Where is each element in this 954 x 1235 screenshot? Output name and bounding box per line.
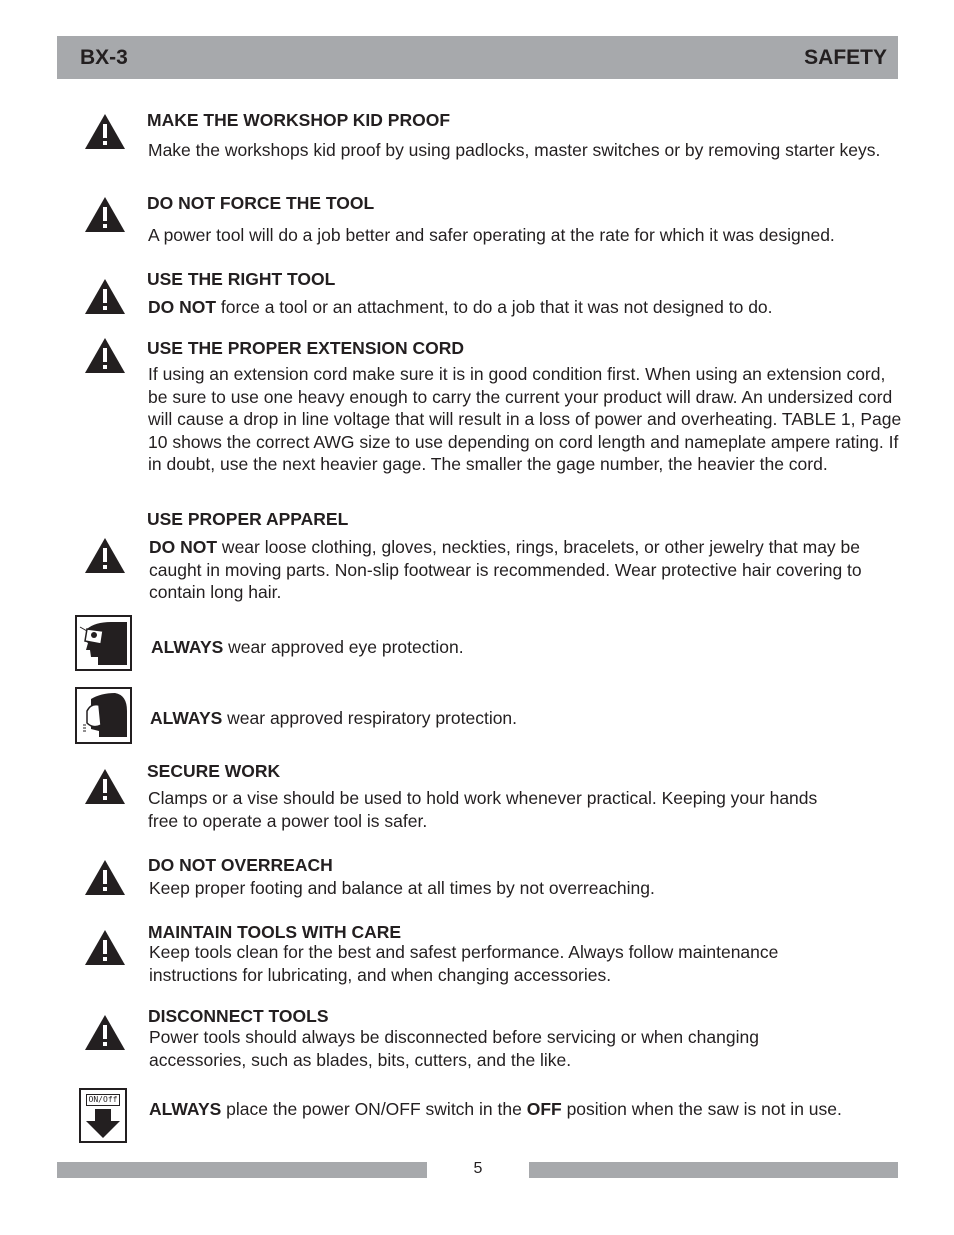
section-text-right-tool (148, 296, 908, 319)
section-title-apparel: USE PROPER APPAREL (147, 509, 349, 529)
footer-bar-left (57, 1162, 427, 1178)
section-text-extension-cord: If using an extension cord make sure it is in good condition first. When using an extension cord, be sure to use one heavy enough to carry the current your product will draw. An undersized cord will cause a drop in line voltage that will result in a loss of power and overheating. TABLE 1, Page 10 shows the correct AWG size to use depending on cord length and nameplate ampere rating. If in doubt, use the next heavier gage. The smaller the gage number, the heavier the cord. (148, 364, 902, 474)
text-fragment: wear loose clothing, gloves, neckties, rings, bracelets, or other jewelry that may be caught in moving parts. Non-slip footwear is recommended. Wear protective hair covering to contain long hair. (149, 537, 862, 602)
text-fragment: place the power ON/OFF switch in the (221, 1099, 527, 1119)
respirator-text (150, 707, 850, 730)
warning-triangle-icon (84, 196, 126, 234)
respirator-icon (75, 687, 132, 744)
section-text-kid-proof: Make the workshops kid proof by using padlocks, master switches or by removing starter keys. (148, 140, 881, 160)
section-text-force-tool: A power tool will do a job better and safer operating at the rate for which it was designed. (148, 225, 835, 245)
emphasis-do-not: DO NOT (149, 537, 218, 557)
text-fragment: position when the saw is not in use. (561, 1099, 842, 1119)
power-switch-off-icon (79, 1088, 127, 1143)
warning-triangle-icon (84, 537, 126, 575)
footer-bar-right (529, 1162, 898, 1178)
warning-triangle-icon (84, 768, 126, 806)
emphasis-always: ALWAYS (150, 708, 223, 728)
eye-protection-text (151, 636, 851, 659)
emphasis-always: ALWAYS (151, 637, 224, 657)
model-name: BX-3 (80, 45, 128, 69)
section-text-disconnect-tools: Power tools should always be disconnected before servicing or when changing accessories, such as blades, bits, cutters, and the like. (149, 1027, 759, 1070)
eye-protection-icon (75, 615, 132, 671)
warning-triangle-icon (84, 929, 126, 967)
page-number: 5 (473, 1160, 483, 1177)
text-fragment: force a tool or an attachment, to do a job that it was not designed to do. (216, 297, 773, 317)
section-text-overreach: Keep proper footing and balance at all times by not overreaching. (149, 878, 655, 898)
section-title-overreach: DO NOT OVERREACH (148, 855, 333, 875)
section-title: SAFETY (804, 45, 887, 69)
text-fragment: wear approved respiratory protection. (222, 708, 518, 728)
warning-triangle-icon (84, 278, 126, 316)
page-header (57, 36, 898, 79)
switch-off-text (149, 1098, 909, 1121)
emphasis-off: OFF (526, 1099, 562, 1119)
warning-triangle-icon (84, 859, 126, 897)
warning-triangle-icon (84, 1014, 126, 1052)
text-fragment: wear approved eye protection. (223, 637, 464, 657)
section-text-apparel (149, 536, 899, 604)
emphasis-always: ALWAYS (149, 1099, 222, 1119)
section-title-extension-cord: USE THE PROPER EXTENSION CORD (147, 338, 464, 358)
section-title-right-tool: USE THE RIGHT TOOL (147, 269, 336, 289)
section-title-kid-proof: MAKE THE WORKSHOP KID PROOF (147, 110, 451, 130)
section-text-secure-work: Clamps or a vise should be used to hold work whenever practical. Keeping your hands free to operate a power tool is safer. (148, 788, 818, 831)
warning-triangle-icon (84, 337, 126, 375)
section-title-maintain-tools: MAINTAIN TOOLS WITH CARE (148, 922, 402, 942)
section-title-force-tool: DO NOT FORCE THE TOOL (147, 193, 375, 213)
section-title-secure-work: SECURE WORK (147, 761, 281, 781)
switch-label: ON/Off (86, 1094, 120, 1106)
warning-triangle-icon (84, 113, 126, 151)
emphasis-do-not: DO NOT (148, 297, 217, 317)
section-title-disconnect-tools: DISCONNECT TOOLS (148, 1006, 329, 1026)
section-text-maintain-tools: Keep tools clean for the best and safest performance. Always follow maintenance instructions for lubricating, and when changing accessories. (149, 942, 779, 985)
